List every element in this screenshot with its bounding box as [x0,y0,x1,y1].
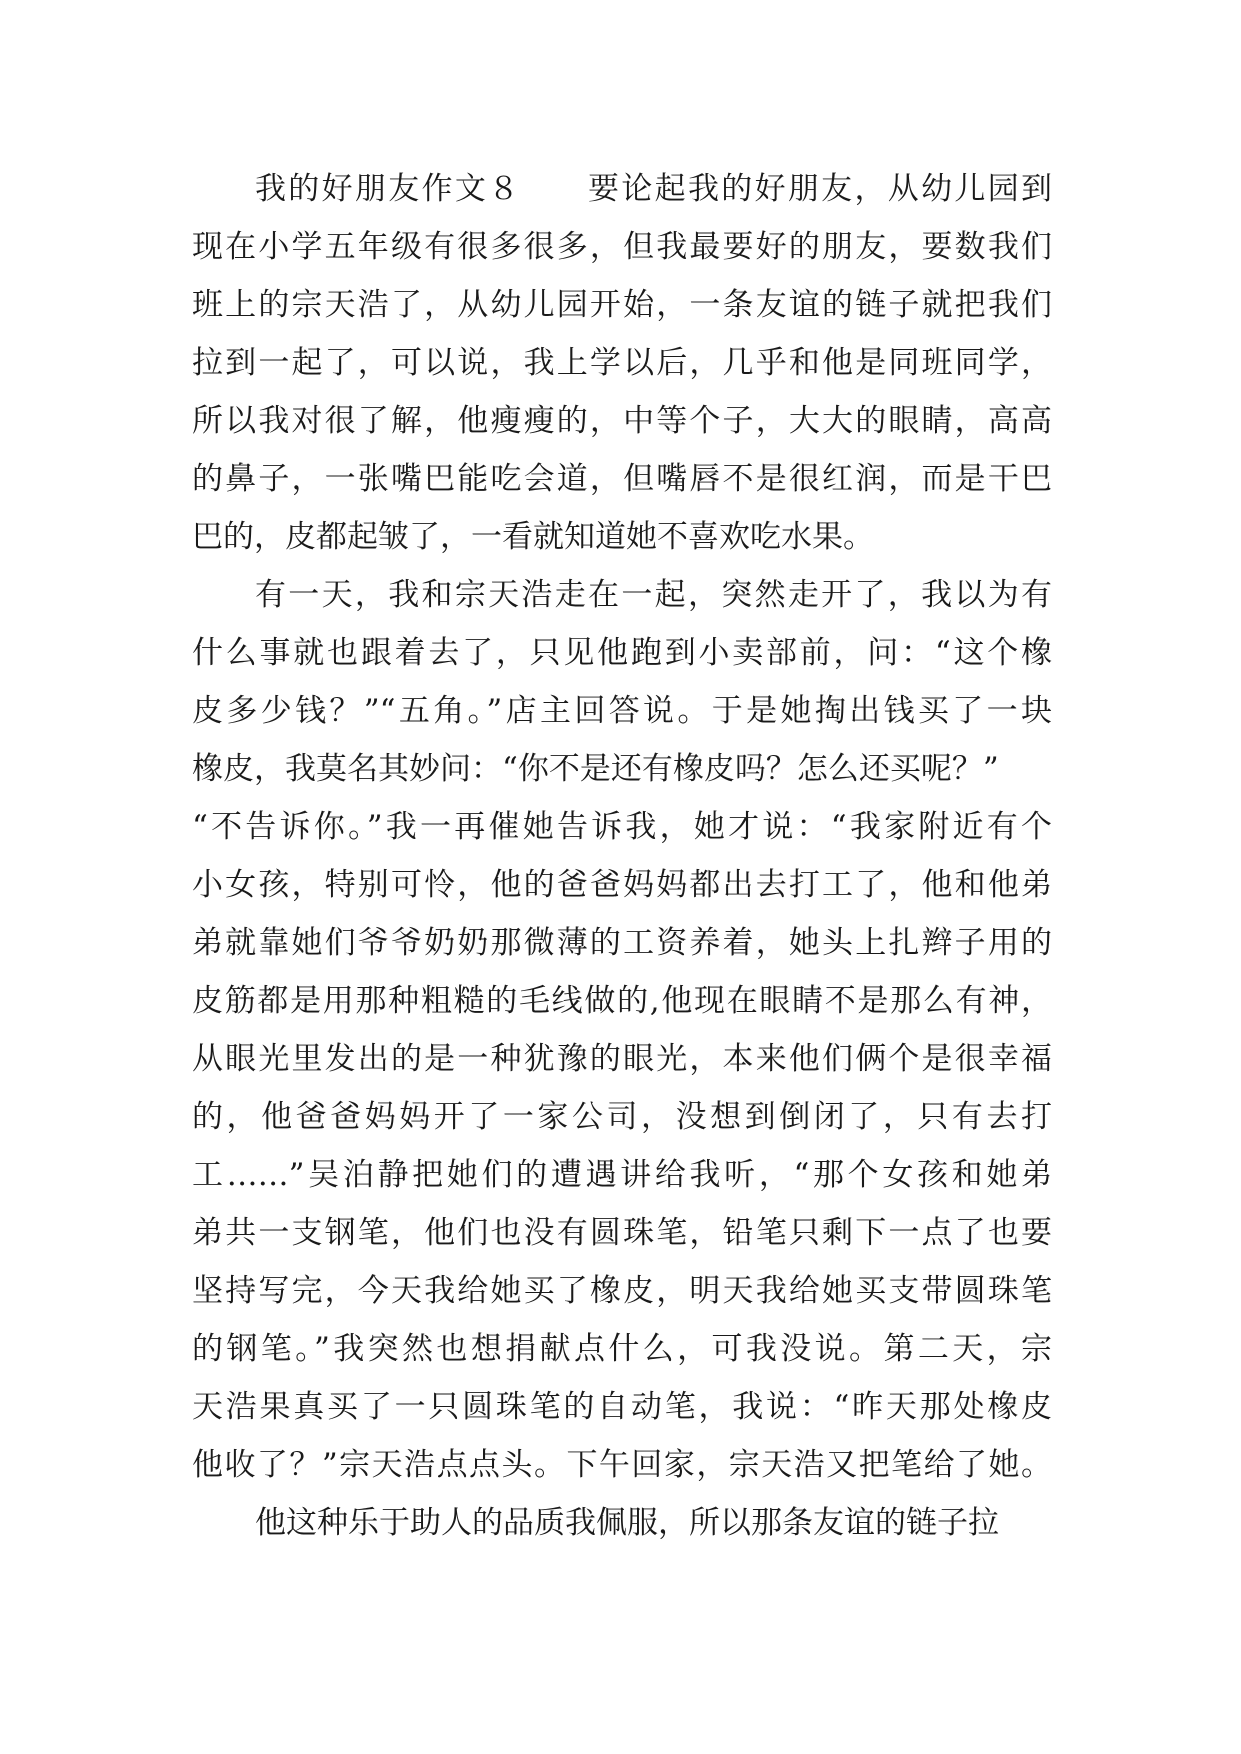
text-line: 他收了？”宗天浩点点头。下午回家，宗天浩又把笔给了她。 [192,1447,1052,1483]
text-line: 什么事就也跟着去了，只见他跑到小卖部前，问：“这个橡 [192,635,1052,671]
text-line: 班上的宗天浩了，从幼儿园开始，一条友谊的链子就把我们 [192,287,1052,323]
text-line: 他这种乐于助人的品质我佩服，所以那条友谊的链子拉 [255,1505,999,1541]
text-line: 的，他爸爸妈妈开了一家公司，没想到倒闭了，只有去打 [192,1099,1052,1135]
text-line: 的鼻子，一张嘴巴能吃会道，但嘴唇不是很红润，而是干巴 [192,461,1052,497]
text-line: 巴的，皮都起皱了，一看就知道她不喜欢吃水果。 [192,519,874,555]
text-line: “不告诉你。”我一再催她告诉我，她才说：“我家附近有个 [192,809,1052,845]
essay-body [192,160,1052,1552]
text-line: 坚持写完，今天我给她买了橡皮，明天我给她买支带圆珠笔 [192,1273,1052,1309]
text-line: 所以我对很了解，他瘦瘦的，中等个子，大大的眼睛，高高 [192,403,1052,439]
text-line: 皮筋都是用那种粗糙的毛线做的,他现在眼睛不是那么有神， [192,983,1052,1019]
text-line: 从眼光里发出的是一种犹豫的眼光，本来他们俩个是很幸福 [192,1041,1052,1077]
text-line: 弟就靠她们爷爷奶奶那微薄的工资养着，她头上扎辫子用的 [192,925,1052,961]
text-line: 小女孩，特别可怜，他的爸爸妈妈都出去打工了，他和他弟 [192,867,1052,903]
text-line: 皮多少钱？”“五角。”店主回答说。于是她掏出钱买了一块 [192,693,1052,729]
text-line: 天浩果真买了一只圆珠笔的自动笔，我说：“昨天那处橡皮 [192,1389,1052,1425]
text-line: 橡皮，我莫名其妙问：“你不是还有橡皮吗？怎么还买呢？” [192,751,999,787]
text-line: 现在小学五年级有很多很多，但我最要好的朋友，要数我们 [192,229,1052,265]
text-line: 的钢笔。”我突然也想捐献点什么，可我没说。第二天，宗 [192,1331,1052,1367]
text-line: 我的好朋友作文８ 要论起我的好朋友，从幼儿园到 [255,171,1052,207]
text-line: 弟共一支钢笔，他们也没有圆珠笔，铅笔只剩下一点了也要 [192,1215,1052,1251]
text-line: 工……”吴泊静把她们的遭遇讲给我听，“那个女孩和她弟 [192,1157,1052,1193]
text-line: 有一天，我和宗天浩走在一起，突然走开了，我以为有 [255,577,1052,613]
text-line: 拉到一起了，可以说，我上学以后，几乎和他是同班同学， [192,345,1052,381]
